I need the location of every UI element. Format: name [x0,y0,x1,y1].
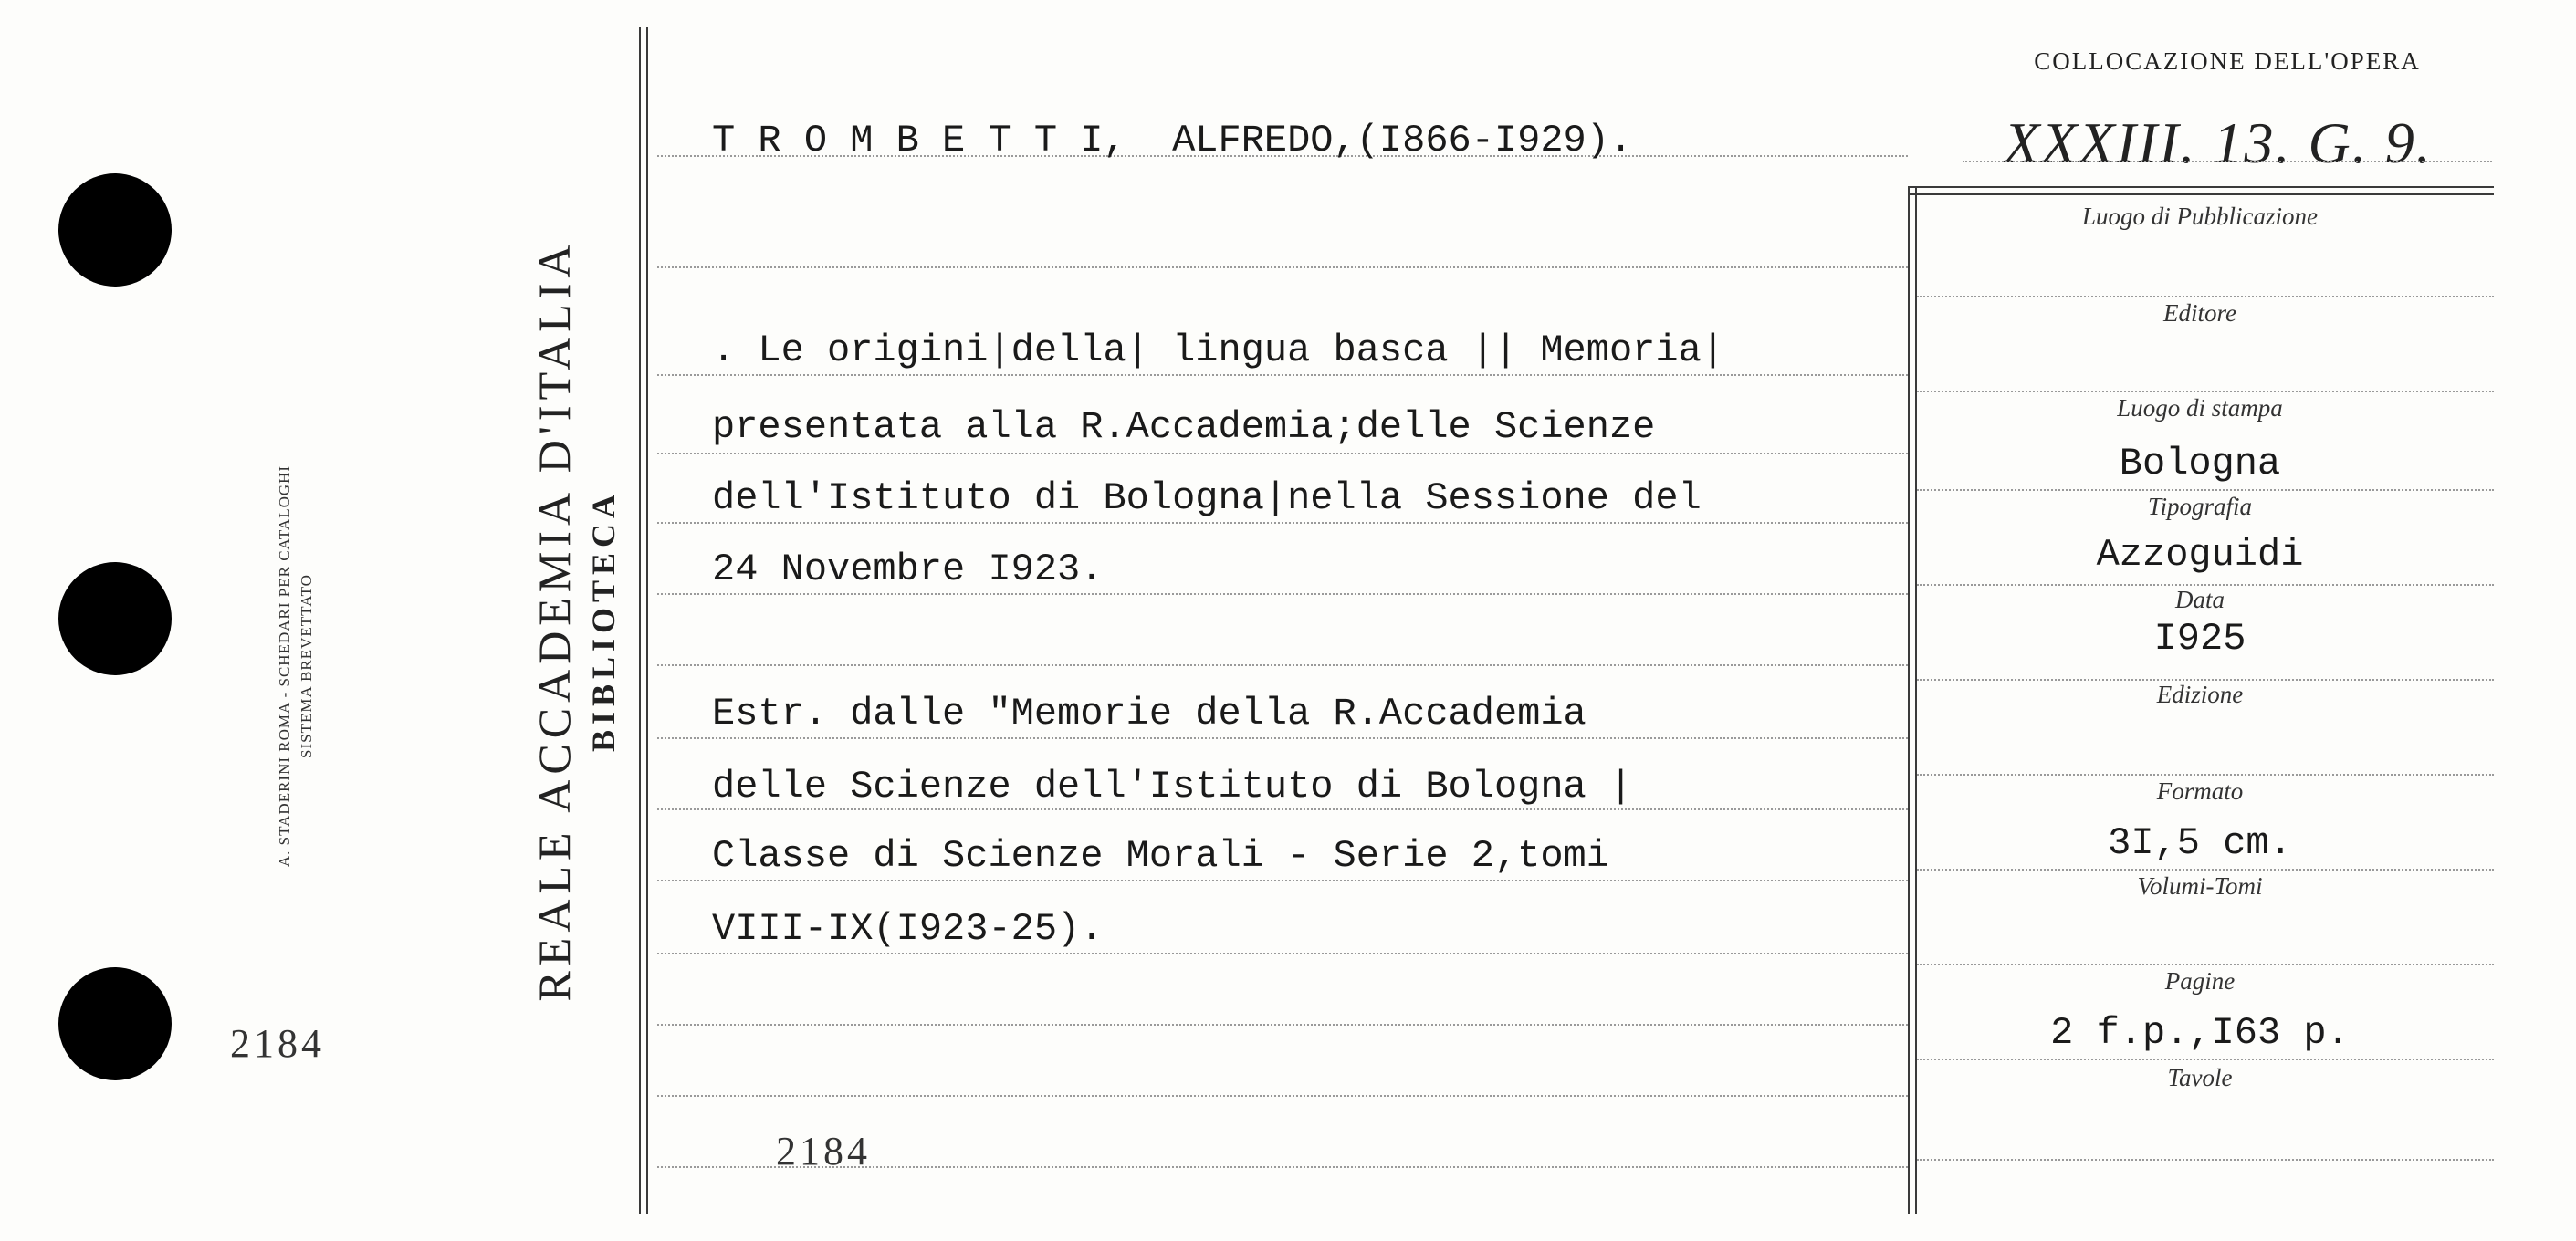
field-value-data: I925 [2153,617,2246,661]
field-rule-line [1917,1159,2494,1161]
rule-line [657,880,1908,881]
rule-line [657,593,1908,595]
body-line-3: dell'Istituto di Bologna|nella Sessione del [712,476,1702,520]
field-rule-line [1917,489,2494,491]
punch-hole-bottom [58,967,172,1080]
collocazione-label: COLLOCAZIONE DELL'OPERA [2034,47,2421,75]
field-label-pagine: Pagine [2164,967,2236,995]
shelf-mark-underline [1963,161,2492,162]
printer-imprint [274,392,318,940]
field-rule-line [1917,964,2494,965]
left-double-rule-b [646,27,648,1214]
body-line-4: 24 Novembre I923. [712,548,1104,591]
rule-line [657,664,1908,666]
field-rule-line [1917,1058,2494,1060]
author-heading: T R O M B E T T I, ALFREDO,(I866-I929). [712,119,1633,162]
field-rule-line [1917,391,2494,392]
field-value-tipografia: Azzoguidi [2096,533,2304,577]
body-line-8: VIII-IX(I923-25). [712,907,1104,951]
field-label-luogo-stampa: Luogo di stampa [2117,394,2283,422]
printer-imprint-line-1: A. STADERINI ROMA - SCHEDARI PER CATALOGHI [276,464,293,868]
field-value-pagine: 2 f.p.,I63 p. [2050,1011,2350,1055]
right-double-rule-a [1908,186,1910,1214]
rule-line [657,374,1908,376]
field-label-editore: Editore [2163,299,2236,327]
rule-line [657,808,1908,810]
body-line-6: delle Scienze dell'Istituto di Bologna | [712,765,1633,808]
field-label-volumi-tomi: Volumi-Tomi [2137,872,2263,900]
printer-imprint-line-2: SISTEMA BREVETTATO [298,574,315,758]
rule-line [657,737,1908,739]
punch-hole-top [58,173,172,287]
field-value-formato: 3I,5 cm. [2108,821,2292,865]
inventory-number-bottom: 2184 [776,1129,871,1173]
field-label-data: Data [2175,586,2225,613]
shelf-mark: XXXIII. 13. G. 9. [2004,110,2433,175]
institution-heading: REALE ACCADEMIA D'ITALIA [529,239,580,1002]
body-line-2: presentata alla R.Accademia;delle Scienze [712,405,1656,449]
right-box-top-b [1908,193,2494,195]
field-label-luogo-pubblicazione: Luogo di Pubblicazione [2082,203,2318,230]
rule-line [657,522,1908,524]
body-line-5: Estr. dalle "Memorie della R.Accademia [712,692,1586,735]
field-label-formato: Formato [2156,777,2244,805]
punch-hole-middle [58,562,172,675]
left-double-rule-a [639,27,641,1214]
rule-line [657,953,1908,954]
field-rule-line [1917,774,2494,776]
rule-line [657,453,1908,454]
right-box-top-a [1908,186,2494,188]
field-label-tipografia: Tipografia [2147,493,2253,520]
body-line-1: . Le origini|della| lingua basca || Memoria| [712,328,1724,372]
field-label-edizione: Edizione [2156,681,2244,708]
field-label-tavole: Tavole [2167,1064,2233,1091]
rule-line [657,1095,1908,1097]
rule-line [657,266,1908,268]
field-rule-line [1917,296,2494,297]
field-value-luogo-stampa: Bologna [2119,442,2281,485]
department-heading: BIBLIOTECA [585,488,622,753]
inventory-number-left: 2184 [230,1021,325,1066]
body-line-7: Classe di Scienze Morali - Serie 2,tomi [712,834,1609,878]
rule-line [657,1024,1908,1026]
field-rule-line [1917,869,2494,871]
